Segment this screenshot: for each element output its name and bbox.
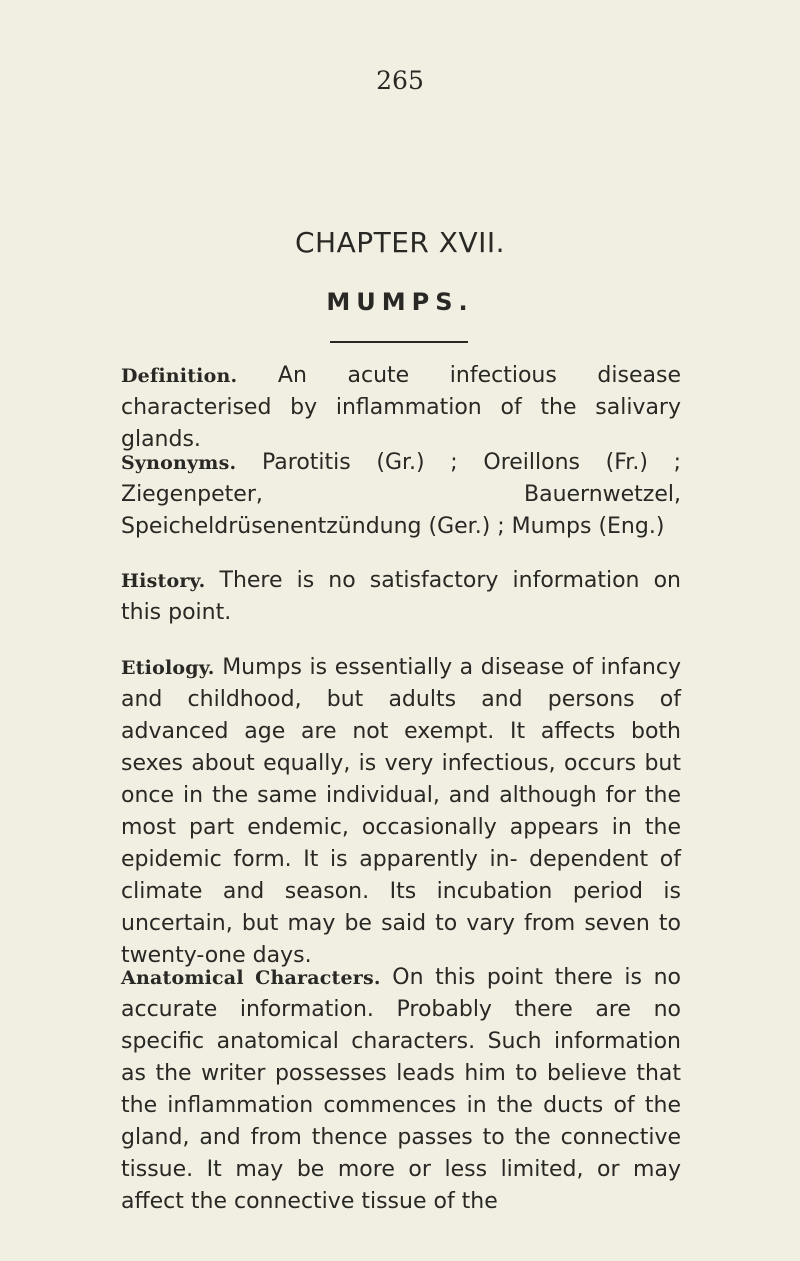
paragraph-definition [121, 360, 681, 456]
paragraph-history [121, 565, 681, 629]
page-number: 265 [376, 66, 424, 95]
section-heading: Etiology. [121, 657, 215, 679]
paragraph-anatomical-characters [121, 962, 681, 1218]
section-text: An acute infectious disease characterised by inflammation of the salivary glands. [121, 363, 681, 452]
chapter-title: MUMPS. [326, 288, 474, 316]
section-heading: History. [121, 570, 206, 592]
section-text: On this point there is no accurate information. Probably there are no specific anatomical characters. Such information as the writer possesses leads him to believe that the inflammation commences in the ducts of the gland, and from thence passes to the connective tissue. It may be more or less limited, or may affect the connective tissue of the [121, 965, 681, 1214]
section-heading: Anatomical Characters. [121, 967, 381, 989]
paragraph-synonyms [121, 447, 681, 543]
section-heading: Synonyms. [121, 452, 237, 474]
section-text: There is no satisfactory information on this point. [121, 568, 681, 625]
section-text: Mumps is essentially a disease of infancy and childhood, but adults and persons of advanced age are not exempt. It affects both sexes about equally, is very infectious, occurs but once in the same individual, and although for the most part endemic, occasionally appears in the epidemic form. It is apparently in- dependent of climate and season. Its incubation period is uncertain, but may be said to vary from seven to twenty-one days. [121, 655, 681, 968]
section-heading: Definition. [121, 365, 238, 387]
section-text: Parotitis (Gr.) ; Oreillons (Fr.) ; Ziegenpeter, Bauernwetzel, Speicheldrüsenentzündung (Ger.) ; Mumps (Eng.) [121, 450, 681, 539]
title-rule [330, 341, 468, 343]
paragraph-etiology [121, 652, 681, 972]
chapter-heading: CHAPTER XVII. [294, 226, 506, 259]
